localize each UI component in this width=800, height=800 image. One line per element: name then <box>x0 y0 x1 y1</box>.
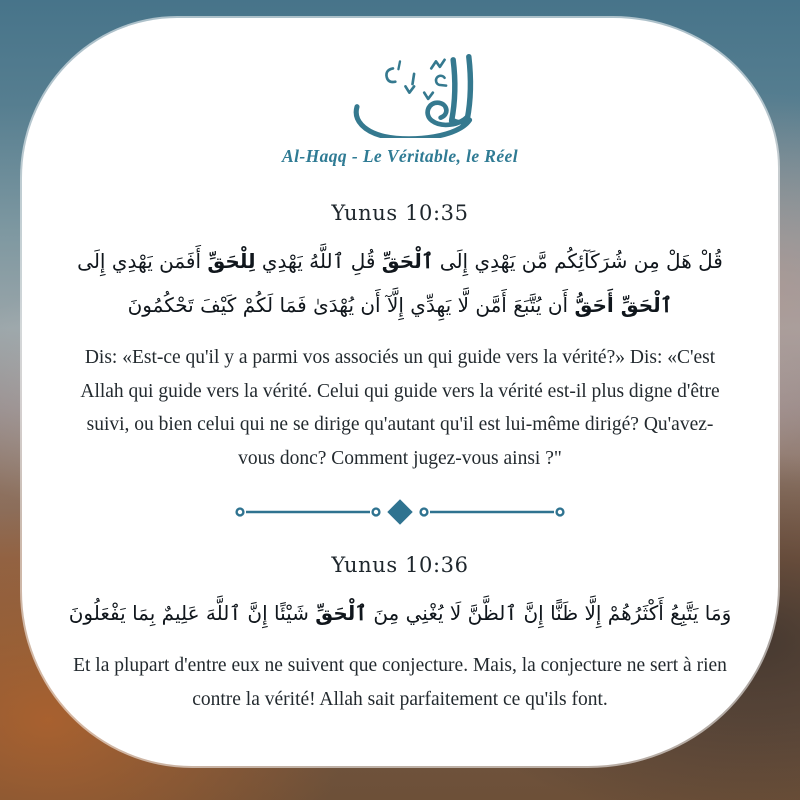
arabic-segment: قُلِ ٱللَّهُ يَهْدِي <box>255 249 382 273</box>
french-translation-1036: Et la plupart d'entre eux ne suivent que conjecture. Mais, la conjecture ne sert à rien contre la vérité! Allah sait parfaitement ce qu'ils font. <box>73 655 727 710</box>
arabic-segment: أَفَمَن يَهْدِي إِلَى <box>77 249 208 273</box>
arabic-segment: قُلْ هَلْ مِن شُرَكَآئِكُم مَّن يَهْدِي إِلَى <box>433 249 723 273</box>
arabic-segment-alhaqq: ٱلْحَقِّ <box>381 249 434 273</box>
arabic-verse-1035 <box>68 239 733 327</box>
content-card <box>22 18 778 766</box>
verse-reference-1035: Yunus 10:35 <box>331 201 469 225</box>
divine-name-subtitle: Al-Haqq - Le Véritable, le Réel <box>282 146 518 166</box>
al-haqq-calligraphy-icon <box>310 52 490 138</box>
arabic-segment: أَن يُتَّبَعَ أَمَّن لَّا يَهِدِّي إِلَّآ أَن يُهْدَىٰ فَمَا لَكُمْ كَيْفَ تَحْكُمُونَ <box>127 293 575 317</box>
arabic-verse-1036 <box>69 591 732 635</box>
arabic-segment-lilhaqq: لِلْحَقِّ <box>207 249 256 273</box>
verse-reference-1036: Yunus 10:36 <box>331 553 469 578</box>
divider-ornament-icon <box>234 499 566 525</box>
arabic-segment: وَمَا يَتَّبِعُ أَكْثَرُهُمْ إِلَّا ظَنًّا إِنَّ ٱلظَّنَّ لَا يُغْنِي مِنَ <box>366 601 732 626</box>
arabic-segment: شَيْئًا إِنَّ ٱللَّهَ عَلِيمٌ بِمَا يَفْعَلُونَ <box>68 601 316 626</box>
arabic-segment-alhaqq: ٱلْحَقِّ <box>315 601 367 626</box>
arabic-segment-alhaqq-ahaqq: ٱلْحَقِّ أَحَقُّ <box>574 293 673 317</box>
french-translation-1035: Dis: «Est-ce qu'il y a parmi vos associés un qui guide vers la vérité?» Dis: «C'est Allah qui guide vers la vérité. Celui qui guide vers la vérité est-il plus digne d'être suivi, ou bien celui qui ne se dirige qu'autant qu'il est lui-même dirigé? Qu'avez-vous donc? Comment jugez-vous ainsi ?" <box>80 347 720 469</box>
